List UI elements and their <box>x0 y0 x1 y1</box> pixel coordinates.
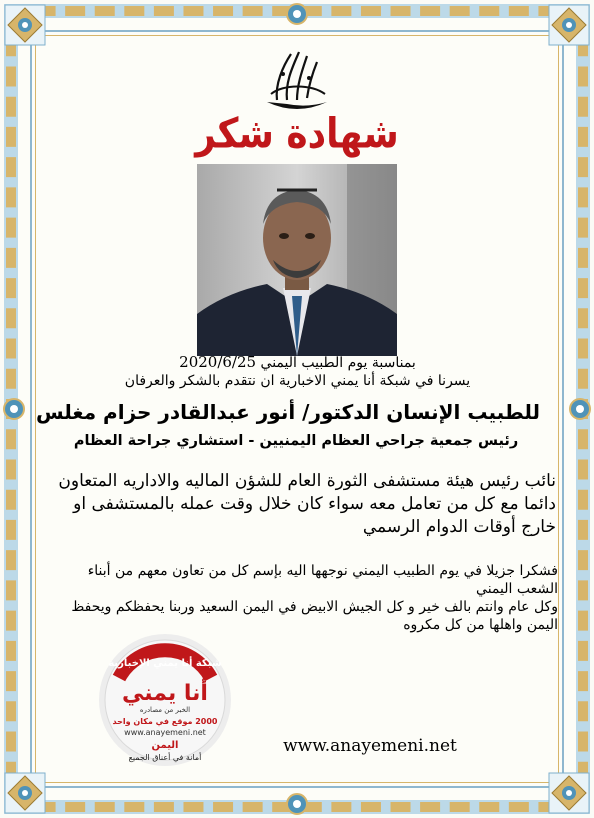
logo-count: 2000 موقع في مكان واحد <box>112 717 218 726</box>
logo-brand: أنا يمني <box>122 681 208 706</box>
border-medallion-icon <box>285 2 309 26</box>
website-url: www.anayemeni.net <box>283 736 457 756</box>
intro-text: يسرنا في شبكة أنا يمني الاخبارية ان نتقدم بالشكر والعرفان <box>124 373 471 389</box>
occasion-text: بمناسبة يوم الطبيب اليمني <box>260 355 416 371</box>
logo-motto: أمانة في أعناق الجميع <box>128 753 202 762</box>
tribute-paragraph: نائب رئيس هيئة مستشفى الثورة العام للشؤن الماليه والاداريه المتعاون دائما مع كل من تعامل معه سواء كان خلال وقت عمله بالمستشفى او خارج أوقات الدوام الرسمي <box>58 471 556 537</box>
logo-arc-text: شبكة أنا يمني الإخبارية <box>108 658 222 669</box>
anayemeni-logo <box>97 632 233 768</box>
thanks-paragraph <box>48 562 558 634</box>
recipient-roles: رئيس جمعية جراحي العظام اليمنيين - استشاري جراحة العظام <box>73 433 519 449</box>
logo-tagline: الخبر من مصادره <box>139 706 191 714</box>
border-medallion-icon <box>285 792 309 816</box>
wishes-line: وكل عام وانتم بالف خير و كل الجيش الابيض في اليمن السعيد وربنا يحفظكم ويحفظ اليمن واهلها من كل مكروه <box>71 599 558 633</box>
corner-ornament-icon <box>546 2 592 48</box>
certificate-title: شهادة شكر <box>195 110 399 158</box>
logo-country: اليمن <box>151 740 179 751</box>
corner-ornament-icon <box>546 770 592 816</box>
occasion-line <box>120 353 475 372</box>
corner-ornament-icon <box>2 770 48 816</box>
border-medallion-icon <box>2 397 26 421</box>
corner-ornament-icon <box>2 2 48 48</box>
calligraphy-emblem-icon <box>247 44 347 116</box>
logo-url: www.anayemeni.net <box>124 728 206 737</box>
thanks-line: فشكرا جزيلا في يوم الطبيب اليمني نوجهها اليه بإسم كل من تعاون معهم من أبناء الشعب اليمني <box>87 563 558 597</box>
recipient-name: للطبيب الإنسان الدكتور/ أنور عبدالقادر حزام مغلس <box>35 400 540 424</box>
occasion-date: 2020/6/25 <box>179 353 257 371</box>
border-medallion-icon <box>568 397 592 421</box>
recipient-photo <box>197 164 397 356</box>
